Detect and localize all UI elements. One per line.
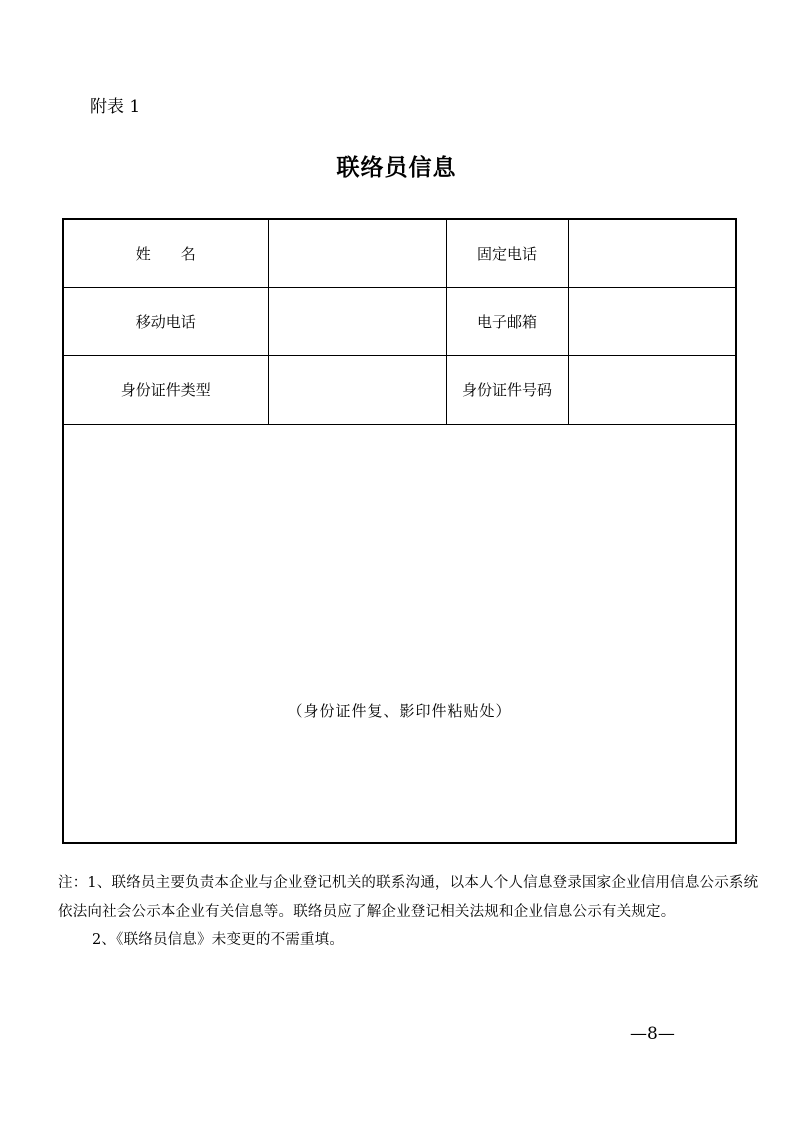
table-row bbox=[63, 287, 736, 355]
table-row bbox=[63, 424, 736, 843]
email-value-cell[interactable] bbox=[568, 287, 736, 355]
note-line-3: 2、《联络员信息》未变更的不需重填。 bbox=[92, 932, 345, 948]
name-label: 姓 名 bbox=[63, 219, 268, 287]
id-type-label: 身份证件类型 bbox=[63, 355, 268, 424]
page-title: 联络员信息 bbox=[336, 154, 457, 181]
id-type-value-cell[interactable] bbox=[268, 355, 446, 424]
fixed-phone-value-cell[interactable] bbox=[568, 219, 736, 287]
appendix-label: 附表 1 bbox=[90, 97, 141, 117]
note-line-2: 依法向社会公示本企业有关信息等。联络员应了解企业登记相关法规和企业信息公示有关规定。 bbox=[58, 903, 676, 920]
email-label: 电子邮箱 bbox=[446, 287, 568, 355]
mobile-phone-label: 移动电话 bbox=[63, 287, 268, 355]
name-value-cell[interactable] bbox=[268, 219, 446, 287]
id-number-value-cell[interactable] bbox=[568, 355, 736, 424]
note-line-1: 注：1、联络员主要负责本企业与企业登记机关的联系沟通，以本人个人信息登录国家企业信用信息公示系统 bbox=[58, 875, 759, 891]
page-number: —8— bbox=[630, 1024, 675, 1044]
id-number-label: 身份证件号码 bbox=[446, 355, 568, 424]
id-copy-paste-area[interactable]: （身份证件复、影印件粘贴处） bbox=[63, 424, 736, 843]
mobile-phone-value-cell[interactable] bbox=[268, 287, 446, 355]
table-row bbox=[63, 355, 736, 424]
fixed-phone-label: 固定电话 bbox=[446, 219, 568, 287]
footnotes bbox=[58, 869, 759, 955]
contact-info-table bbox=[62, 218, 737, 844]
table-row bbox=[63, 219, 736, 287]
